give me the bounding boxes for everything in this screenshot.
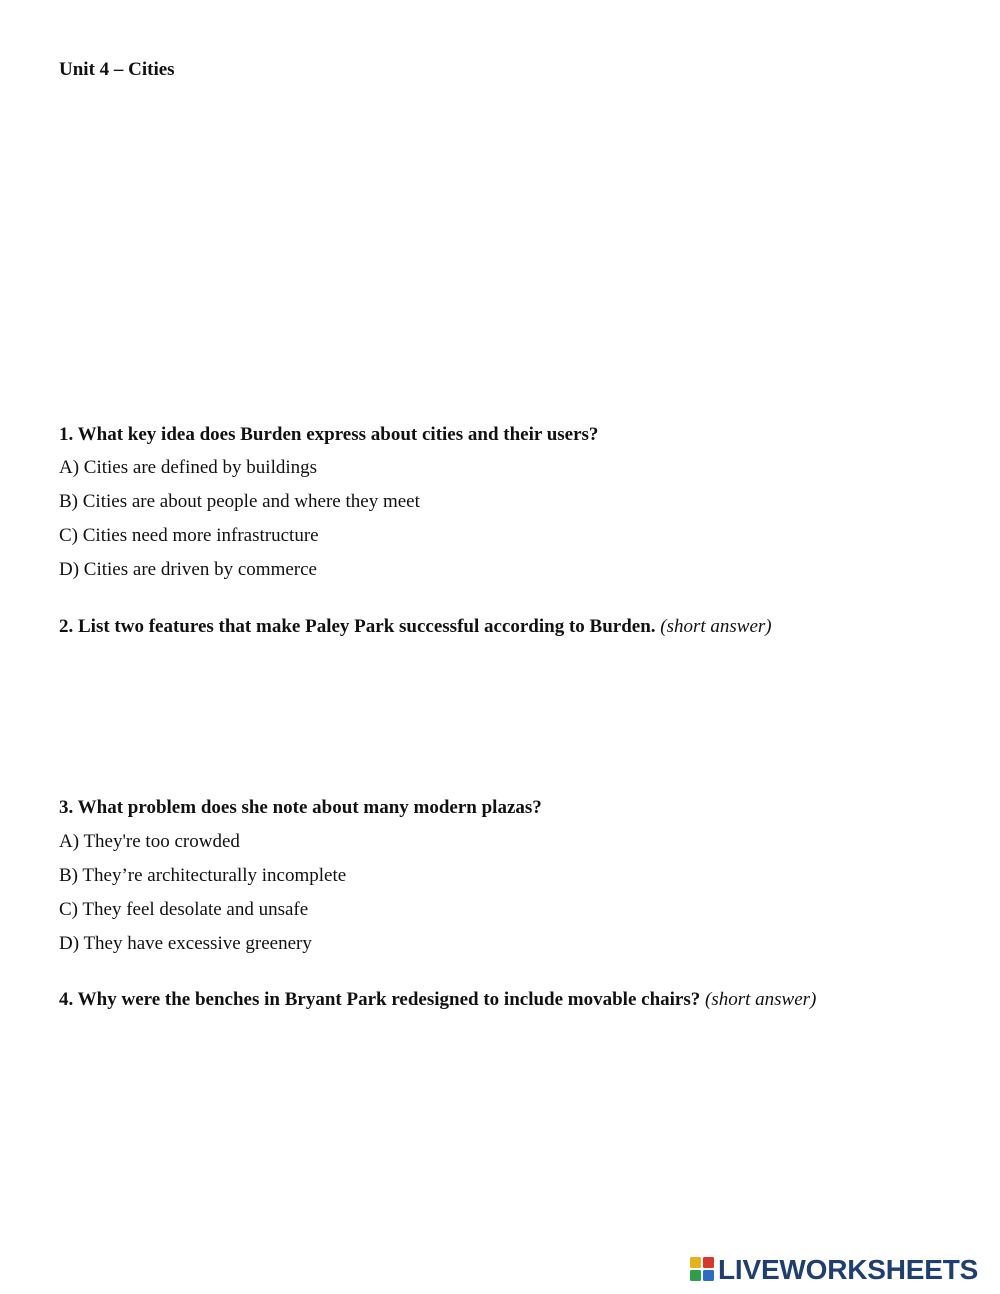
question-3-option-a[interactable]: A) They're too crowded	[59, 831, 240, 852]
page-title: Unit 4 – Cities	[59, 59, 175, 80]
question-2	[59, 616, 772, 638]
question-3-option-d[interactable]: D) They have excessive greenery	[59, 933, 312, 954]
question-2-text: 2. List two features that make Paley Park successful according to Burden.	[59, 616, 656, 637]
question-4	[59, 989, 816, 1011]
liveworksheets-logo-text: LIVEWORKSHEETS	[718, 1254, 979, 1285]
question-3-option-c[interactable]: C) They feel desolate and unsafe	[59, 899, 309, 920]
question-4-note: (short answer)	[705, 989, 817, 1010]
question-1-option-d[interactable]: D) Cities are driven by commerce	[59, 559, 317, 580]
question-3: 3. What problem does she note about many modern plazas?	[59, 797, 542, 818]
liveworksheets-logo-icon	[690, 1257, 714, 1283]
question-4-text: 4. Why were the benches in Bryant Park redesigned to include movable chairs?	[59, 989, 701, 1010]
question-2-note: (short answer)	[660, 616, 772, 637]
question-1-option-c[interactable]: C) Cities need more infrastructure	[59, 525, 319, 546]
question-1-option-a[interactable]: A) Cities are defined by buildings	[59, 457, 318, 478]
liveworksheets-logo	[690, 1252, 978, 1288]
question-3-option-b[interactable]: B) They’re architecturally incomplete	[59, 865, 347, 886]
question-1: 1. What key idea does Burden express about cities and their users?	[59, 424, 599, 445]
question-1-option-b[interactable]: B) Cities are about people and where they meet	[59, 491, 420, 512]
